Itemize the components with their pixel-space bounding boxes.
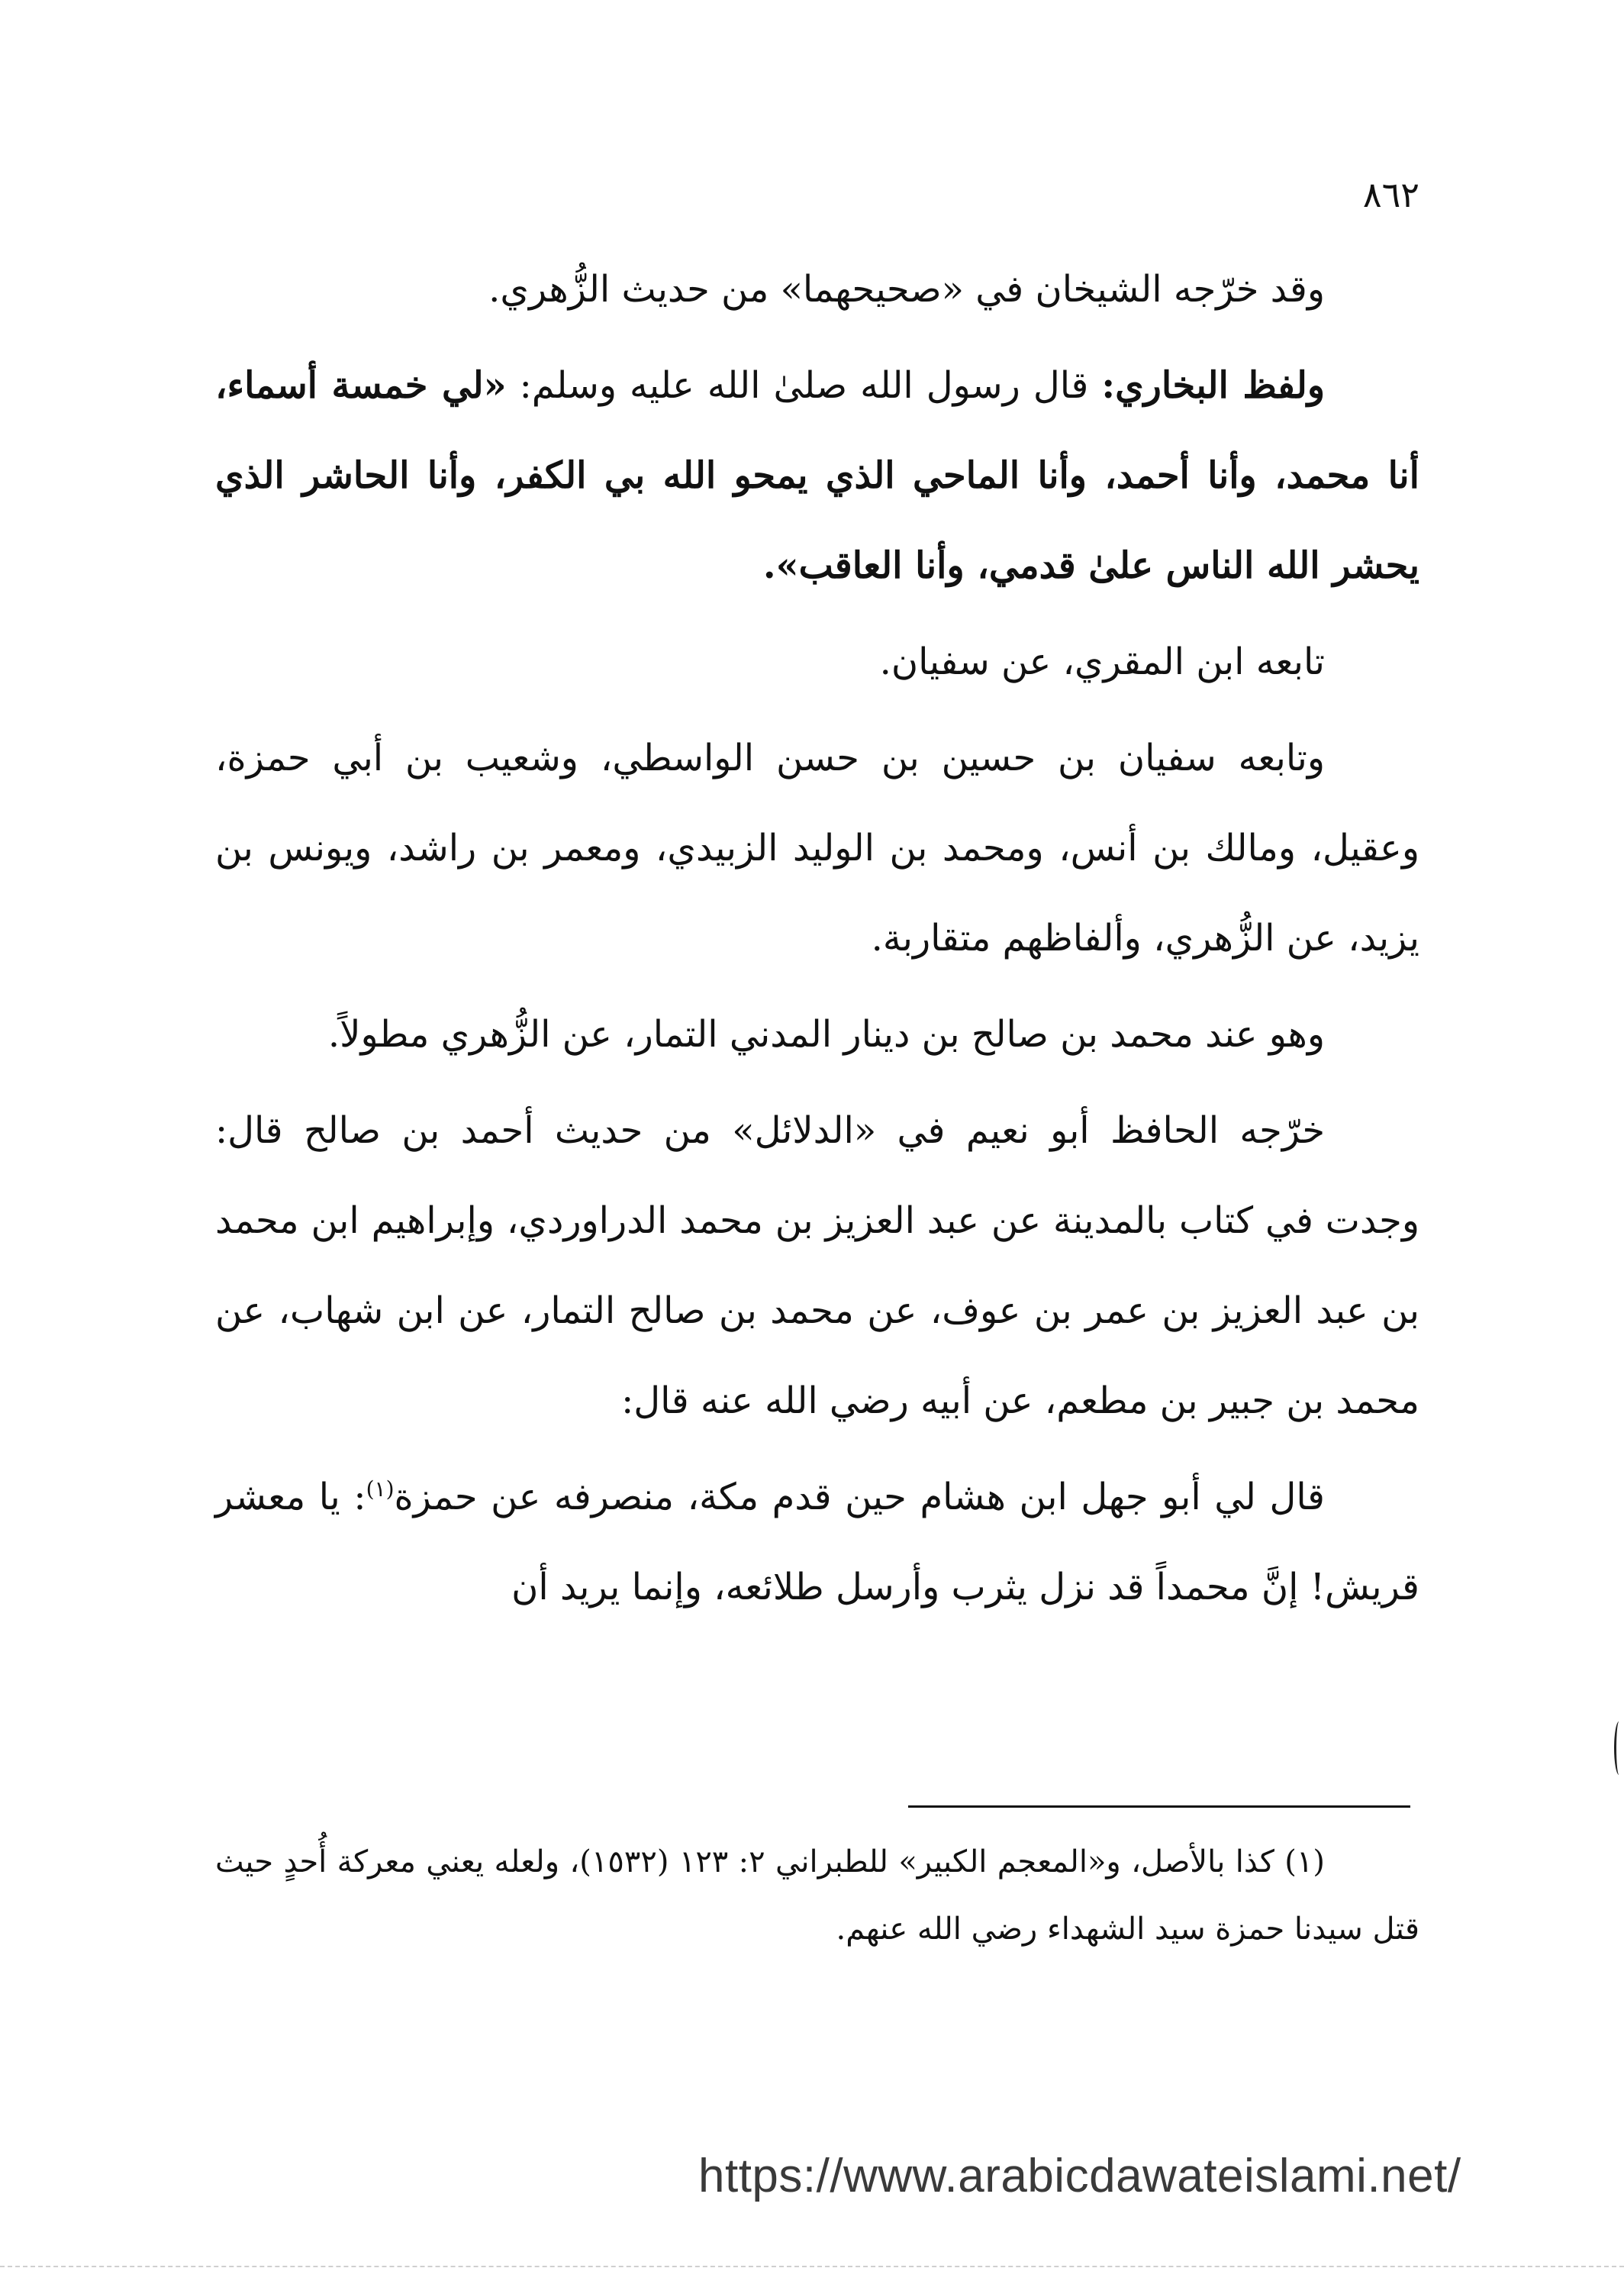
paragraph-3: تابعه ابن المقري، عن سفيان. [879, 640, 1325, 683]
paragraph-6: خرّجه الحافظ أبو نعيم في «الدلائل» من حديث أحمد بن صالح قال: وجدت في كتاب بالمدينة عن عبد العزيز بن محمد الدراوردي، وإبراهيم ابن محمد بن عبد العزيز بن عمر بن عوف، عن محمد بن صالح التمار، عن ابن شهاب، عن محمد بن جبير بن مطعم، عن أبيه رضي الله عنه قال: [215, 1109, 1419, 1422]
paragraph-7-text-b: : يا معشر قريش! إنَّ محمداً قد نزل يثرب وأرسل طلائعه، وإنما يريد أن [215, 1476, 1419, 1608]
page-edge-mark [1614, 1721, 1624, 1775]
paragraph-2-lead: ولفظ البخاري: [1101, 364, 1326, 407]
page-number: ٨٦٢ [1362, 174, 1419, 215]
footnote-1: (١) كذا بالأصل، و«المعجم الكبير» للطبراني ٢: ١٢٣ (١٥٣٢)، ولعله يعني معركة أُحدٍ حيث قتل سيدنا حمزة سيد الشهداء رضي الله عنهم. [215, 1844, 1419, 1947]
paragraph-5: وهو عند محمد بن صالح بن دينار المدني التمار، عن الزُّهري مطولاً. [327, 1013, 1325, 1056]
paragraph-7-text-a: قال لي أبو جهل ابن هشام حين قدم مكة، منصرفه عن حمزة [394, 1476, 1326, 1518]
main-text [215, 244, 1419, 1638]
footnote-separator [908, 1805, 1410, 1808]
paragraph-4: وتابعه سفيان بن حسين بن حسن الواسطي، وشعيب بن أبي حمزة، وعقيل، ومالك بن أنس، ومحمد بن الوليد الزبيدي، ومعمر بن راشد، ويونس بن يزيد، عن الزُّهري، وألفاظهم متقاربة. [215, 737, 1419, 960]
paragraph-1: وقد خرّجه الشيخان في «صحيحهما» من حديث الزُّهري. [488, 268, 1325, 311]
paragraph-2-quote: «لي خمسة أسماء، أنا محمد، وأنا أحمد، وأنا الماحي الذي يمحو الله بي الكفر، وأنا الحاشر الذي يحشر الله الناس علىٰ قدمي، وأنا العاقب». [215, 364, 1420, 587]
paragraph-7 [215, 1452, 1419, 1632]
scan-edge-line [0, 2266, 1624, 2269]
watermark-url: https://www.arabicdawateislami.net/ [698, 2150, 1461, 2202]
paragraph-2 [215, 340, 1419, 611]
paragraph-2-mid: قال رسول الله صلىٰ الله عليه وسلم: [506, 364, 1102, 407]
footnote-reference: (١) [366, 1476, 395, 1502]
